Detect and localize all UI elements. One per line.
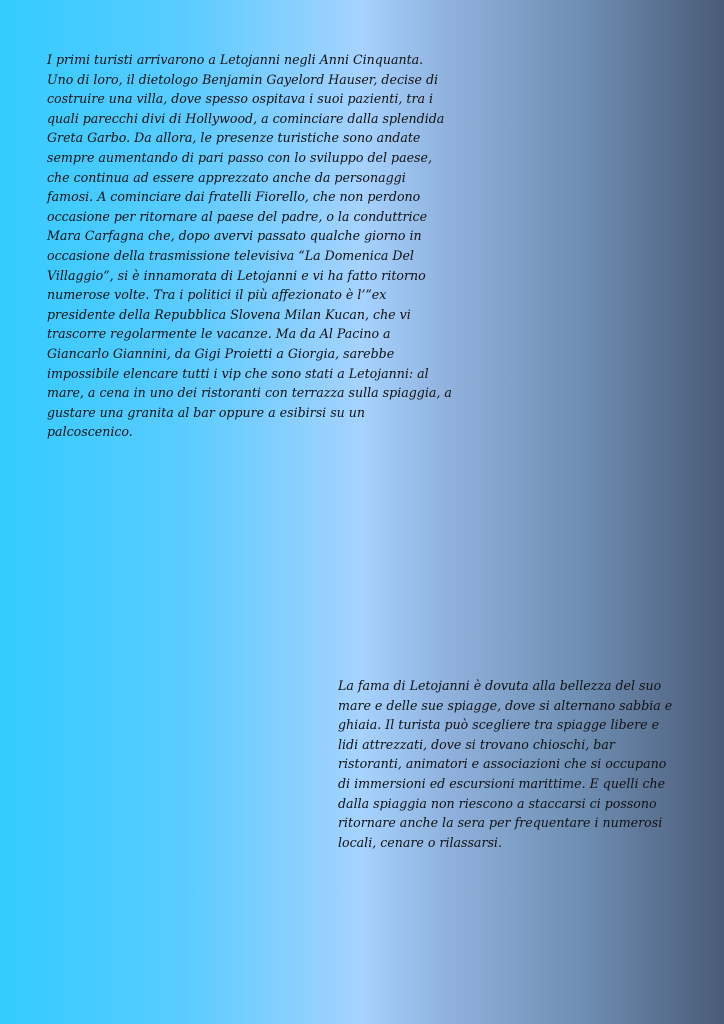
paragraph-beaches: La fama di Letojanni è dovuta alla bellezza del suo mare e delle sue spiagge, dove si alternano sabbia e ghiaia. Il turista può scegliere tra spiagge libere e lidi attrezzati, dove si trovano chioschi, bar ristoranti, animatori e associazioni che si occupano di immersioni ed escursioni marittime. E quelli che dalla spiaggia non riescono a staccarsi ci possono ritornare anche la sera per frequentare i numerosi locali, cenare o rilassarsi. (338, 678, 673, 850)
paragraph-tourism-history: I primi turisti arrivarono a Letojanni negli Anni Cinquanta. Uno di loro, il dietologo Benjamin Gayelord Hauser, decise di costruire una villa, dove spesso ospitava i suoi pazienti, tra i quali parecchi divi di Hollywood, a cominciare dalla splendida Greta Garbo. Da allora, le presenze turistiche sono andate sempre aumentando di pari passo con lo sviluppo del paese, che continua ad essere apprezzato anche da personaggi famosi. A cominciare dai fratelli Fiorello, che non perdono occasione per ritornare al paese del padre, o la conduttrice Mara Carfagna che, dopo avervi passato qualche giorno in occasione della trasmissione televisiva “La Domenica Del Villaggio”, si è innamorata di Letojanni e vi ha fatto ritorno numerose volte. Tra i politici il più affezionato è l’”ex presidente della Repubblica Slovena Milan Kucan, che vi trascorre regolarmente le vacanze. Ma da Al Pacino a Giancarlo Giannini, da Gigi Proietti a Giorgia, sarebbe impossibile elencare tutti i vip che sono stati a Letojanni: al mare, a cena in uno dei ristoranti con terrazza sulla spiaggia, a gustare una granita al bar oppure a esibirsi su un palcoscenico. (47, 52, 452, 440)
